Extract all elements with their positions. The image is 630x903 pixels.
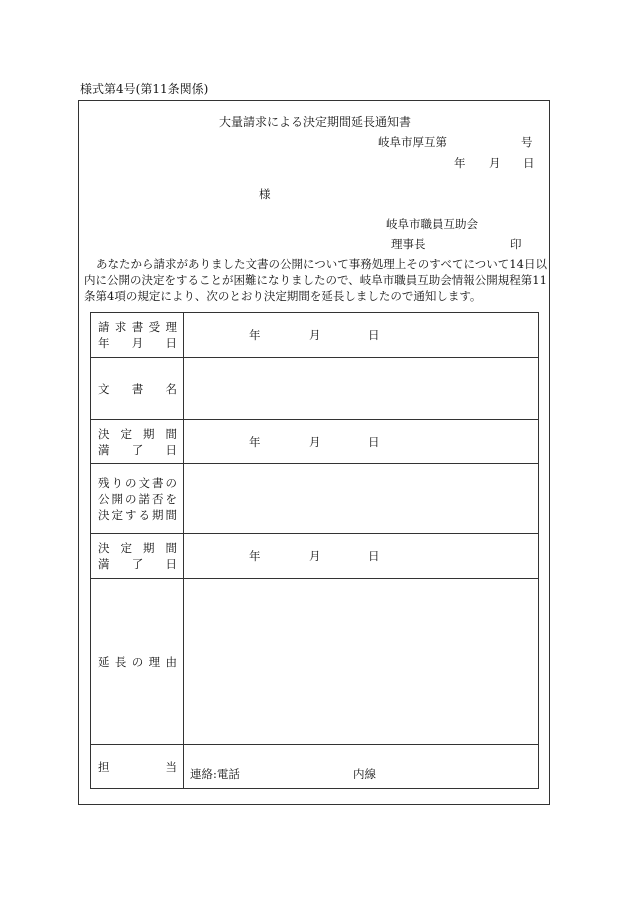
row-label-line [98,507,177,523]
label-char: 了 [131,442,144,457]
row-label-line [98,540,177,556]
label-char: 日 [165,557,177,571]
document-name-row [91,358,539,420]
remaining-period-row [91,464,539,534]
row-value [184,358,539,420]
document-number-suffix: 号 [521,135,533,149]
label-char: 由 [165,654,177,669]
label-char: 決 [98,541,110,555]
label-char: 期 [143,541,155,555]
label-char: 期 [143,426,155,441]
label-char: 文 [138,475,150,490]
label-char: 書 [131,381,144,396]
label-char: 文 [98,381,110,396]
row-label-line [98,426,177,442]
label-char: 満 [98,557,110,571]
row-label-line [98,335,177,351]
row-label-line [98,556,177,572]
label-char: す [125,507,137,522]
label-char: 決 [98,426,110,441]
label-char: 了 [131,557,144,571]
label-char: る [138,507,150,522]
label-char: を [165,491,177,506]
date-year-unit: 年 [249,549,261,563]
row-label-line [98,759,177,775]
label-char: 開 [111,491,123,506]
date-month-unit: 月 [309,549,321,563]
row-label-line [98,491,177,507]
row-value [184,420,539,464]
label-char: 間 [165,426,177,441]
deadline-row-2 [91,534,539,579]
row-label [91,358,184,420]
row-label-line [98,654,177,670]
label-char: 理 [148,654,161,669]
label-char: 名 [165,381,177,396]
label-char: の [131,654,144,669]
row-label [91,745,184,789]
label-char: 日 [165,336,177,350]
label-char: り [111,475,123,490]
label-char: 年 [98,336,110,350]
label-char: 決 [98,507,110,522]
sender-title: 理事長 [391,237,426,251]
label-char: 書 [131,320,144,334]
label-char: 担 [98,759,110,774]
label-char: 請 [98,320,110,334]
row-value [184,745,539,789]
date-day-unit: 日 [368,549,380,563]
date-day-unit: 日 [368,434,380,449]
label-char: 定 [120,541,132,555]
label-char: 長 [114,654,127,669]
phone-label: 連絡:電話 [190,767,240,781]
deadline-row [91,420,539,464]
extension-reason-row [91,579,539,745]
document-title: 大量請求による決定期間延長通知書 [218,115,411,129]
date-day-unit: 日 [368,328,380,342]
label-char: 否 [152,491,164,506]
label-char: 日 [165,442,177,457]
label-char: 満 [98,442,110,457]
label-char: 間 [165,541,177,555]
label-char: 当 [165,759,177,774]
row-label [91,313,184,358]
extension-label: 内線 [353,767,376,781]
notice-table [90,312,539,789]
label-char: の [125,475,137,490]
issue-date-year: 年 [454,156,466,170]
receipt-date-row [91,313,539,358]
date-year-unit: 年 [249,434,261,449]
row-label-line [98,381,177,397]
date-month-unit: 月 [309,434,321,449]
label-char: 求 [114,320,127,334]
contact-row [91,745,539,789]
row-value [184,464,539,534]
label-char: 延 [98,654,110,669]
date-month-unit: 月 [309,328,321,342]
form-number-label: 様式第4号(第11条関係) [80,82,209,96]
label-char: 定 [111,507,123,522]
label-char: 理 [165,320,177,334]
document-number-prefix: 岐阜市厚互第 [378,135,447,149]
row-label-line [98,475,177,491]
label-char: 期 [152,507,164,522]
label-char: 受 [148,320,161,334]
label-char: 書 [152,475,164,490]
label-char: 間 [165,507,177,522]
notice-body-text: あなたから請求がありました文書の公開について事務処理上そのすべてについて14日以内に公開の決定をすることが困難になりましたので、岐阜市職員互助会情報公開規程第11条第4項の規定により、次のとおり決定期間を延長しましたので通知します。 [84,257,547,303]
label-char: の [125,491,137,506]
row-value [184,534,539,579]
label-char: 残 [98,475,110,490]
sender-organization: 岐阜市職員互助会 [386,217,478,231]
seal-mark: 印 [510,237,522,251]
label-char: の [165,475,177,490]
row-value [184,313,539,358]
row-label [91,534,184,579]
row-label-line [98,319,177,335]
row-label [91,464,184,534]
label-char: 定 [120,426,132,441]
addressee-honorific: 様 [259,187,271,201]
row-label [91,579,184,745]
date-year-unit: 年 [249,328,261,342]
row-label-line [98,442,177,458]
label-char: 公 [98,491,110,506]
label-char: 月 [131,336,144,350]
row-value [184,579,539,745]
row-label [91,420,184,464]
issue-date-day: 日 [523,156,535,170]
label-char: 諾 [138,491,150,506]
issue-date-month: 月 [489,156,501,170]
